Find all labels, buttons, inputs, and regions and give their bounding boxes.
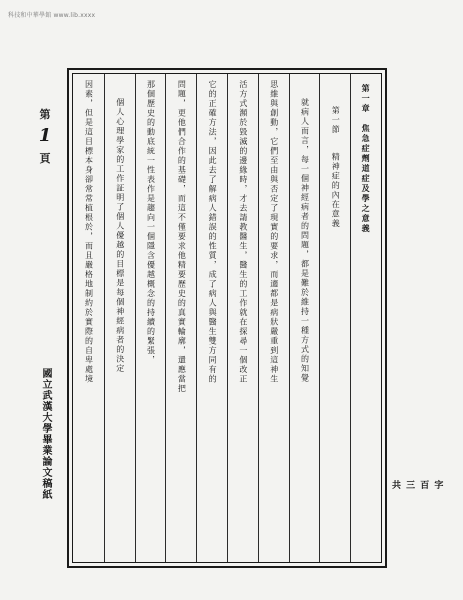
- column-3: [289, 74, 320, 562]
- page-label-ye: 頁: [39, 152, 51, 165]
- column-8: [135, 74, 166, 562]
- page-label-di: 第: [39, 108, 51, 121]
- body-line: 因素，但是這目標本身卻常常植根於，而且嚴格地制約於實際的自卑處境: [84, 80, 94, 384]
- column-1: [350, 74, 381, 562]
- section-heading: [331, 74, 339, 562]
- body-line: 那個歷史的動底統一性表作是趨向一個隱含優越概念的持續的緊張，: [146, 80, 156, 365]
- column-6: [196, 74, 227, 562]
- body-line: 問題，更他們合作的基礎，而這不僅要求他精要歷史的真實輪廓，還應當把: [177, 80, 187, 394]
- body-line: 個人心理學家的工作証明了個人優越的目標是每個神經病者的決定: [115, 98, 125, 374]
- page-number: 1: [38, 125, 52, 146]
- column-9: [104, 74, 135, 562]
- watermark-text: 科技和中華學館 www.lib.xxxx: [8, 12, 96, 19]
- manuscript-paper-label: 國立武漢大學畢業論文稿紙: [40, 368, 51, 500]
- chapter-title: 第一章 焦急症劑道症及學之意義: [361, 84, 372, 234]
- character-count-label: 共 三 百 字: [392, 481, 445, 491]
- column-7: [165, 74, 196, 562]
- manuscript-frame: [67, 68, 387, 568]
- body-line: 就病人而言，每一個神經病者的問題，都是難於維持一種方式的知覺: [300, 98, 310, 383]
- column-4: [258, 74, 289, 562]
- section-title: 精神症的內在意義: [331, 152, 341, 229]
- column-grid: [73, 74, 381, 562]
- section-number: 第一節: [331, 106, 341, 135]
- column-2: [319, 74, 350, 562]
- body-line: 活方式瀕於毀滅的邊緣時，才去請教醫生，醫生的工作就在探尋一個改正: [238, 80, 248, 384]
- column-10: [73, 74, 104, 562]
- column-5: [227, 74, 258, 562]
- body-line: 思維與創動，它們至由與否定了現實的要求，而適都是病狀嚴重到這神生: [269, 80, 279, 384]
- body-line: 它的正確方法，因此去了解病人錯誤的性質，成了病人與醫生雙方同有的: [208, 80, 218, 384]
